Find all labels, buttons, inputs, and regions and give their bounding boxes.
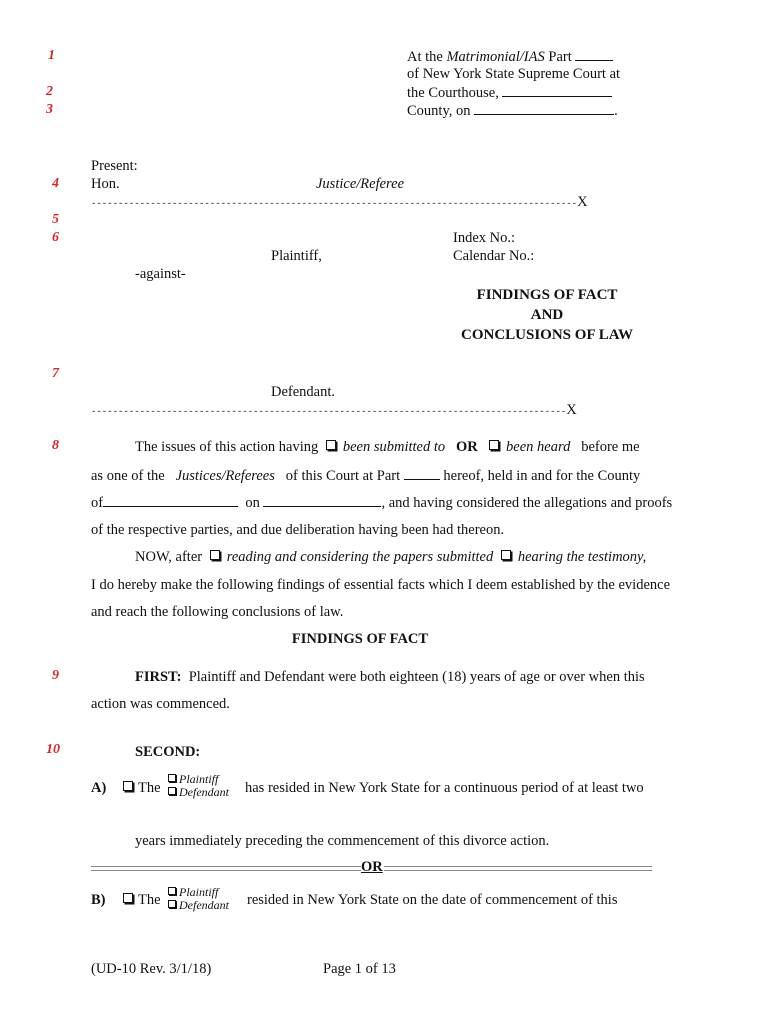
or-divider-label: OR — [361, 859, 383, 875]
divider-x-top: X — [577, 194, 588, 210]
dash-line-top: ------------------------------------------------------------------------------------------ — [91, 199, 578, 209]
body-line-1 — [135, 439, 640, 456]
first-finding — [135, 669, 645, 686]
party-defendant-label: Defendant — [179, 785, 229, 799]
caption-divider-top — [91, 194, 588, 211]
header-line-2: of New York State Supreme Court at — [407, 66, 621, 82]
line-number-9: 9 — [52, 668, 59, 683]
header-part-label: Part — [544, 49, 572, 65]
or-label: OR — [456, 439, 478, 455]
option-heard-label: been heard — [506, 439, 571, 455]
calendar-no-label: Calendar No.: — [453, 248, 535, 264]
option-a-text-cont: years immediately preceding the commencement of this divorce action. — [135, 833, 550, 849]
header-line-1 — [407, 48, 613, 66]
option-b-party-stack — [168, 886, 229, 912]
checkbox-a-plaintiff[interactable] — [168, 774, 176, 782]
hon-label: Hon. — [91, 176, 120, 192]
checkbox-b-plaintiff[interactable] — [168, 887, 176, 895]
body-text: The issues of this action having — [135, 439, 319, 455]
the-label: The — [138, 780, 161, 796]
option-a-label: A) — [91, 780, 107, 796]
body-text: on — [245, 495, 260, 511]
header-county: County, on — [407, 103, 471, 119]
part-number-blank[interactable] — [404, 467, 440, 480]
county-date-blank[interactable] — [474, 102, 614, 115]
header-line-4 — [407, 102, 618, 120]
body-text: before me — [581, 439, 640, 455]
body-line-4: of the respective parties, and due deliberation having been had thereon. — [91, 522, 505, 538]
against-label: -against- — [135, 266, 186, 282]
option-b-the — [119, 892, 161, 909]
checkbox-hearing-testimony[interactable] — [501, 550, 511, 560]
checkbox-option-b[interactable] — [123, 893, 133, 903]
body-line-2 — [91, 467, 640, 485]
line-number-1: 1 — [48, 48, 55, 63]
checkbox-b-defendant[interactable] — [168, 900, 176, 908]
caption-divider-bottom — [91, 402, 577, 419]
plaintiff-label: Plaintiff, — [271, 248, 322, 264]
body-text: of — [91, 495, 104, 511]
second-label: SECOND: — [135, 744, 201, 760]
body-text: NOW, after — [135, 549, 203, 565]
checkbox-option-a[interactable] — [123, 781, 133, 791]
line-number-8: 8 — [52, 438, 59, 453]
checkbox-heard[interactable] — [489, 440, 499, 450]
courthouse-blank[interactable] — [502, 84, 612, 97]
body-line-7: and reach the following conclusions of law. — [91, 604, 344, 620]
checkbox-reading-papers[interactable] — [210, 550, 220, 560]
option-submitted-label: been submitted to — [342, 439, 446, 455]
or-divider-left — [91, 866, 361, 871]
document-title-3: CONCLUSIONS OF LAW — [461, 327, 633, 343]
first-text: Plaintiff and Defendant were both eighteen (18) years of age or over when this — [188, 669, 645, 685]
checkbox-a-defendant[interactable] — [168, 787, 176, 795]
checkbox-submitted[interactable] — [326, 440, 336, 450]
present-label: Present: — [91, 158, 138, 174]
line-number-3: 3 — [46, 102, 53, 117]
option-testimony-label: hearing the testimony, — [517, 549, 647, 565]
option-a-text: has resided in New York State for a continuous period of at least two — [245, 780, 644, 796]
page-number: Page 1 of 13 — [323, 961, 396, 977]
line-number-6: 6 — [52, 230, 59, 245]
justice-referee-label: Justice/Referee — [316, 176, 405, 192]
body-line-6: I do hereby make the following findings of essential facts which I deem established by the evidence — [91, 577, 671, 593]
first-label: FIRST: — [135, 669, 182, 685]
body-text: hereof, held in and for the County — [443, 468, 641, 484]
option-a-the — [119, 780, 161, 797]
body-text: of this Court at Part — [285, 468, 401, 484]
county-blank[interactable] — [103, 494, 238, 507]
option-a-party-stack — [168, 773, 229, 799]
line-number-2: 2 — [46, 84, 53, 99]
the-label: The — [138, 892, 161, 908]
line-number-10: 10 — [46, 742, 60, 757]
body-line-5 — [135, 549, 646, 566]
role-label: Justices/Referees — [175, 468, 275, 484]
part-blank[interactable] — [575, 48, 613, 61]
document-title-2: AND — [530, 307, 564, 323]
divider-x-bottom: X — [566, 402, 577, 418]
or-divider-right — [384, 866, 652, 871]
line-number-5: 5 — [52, 212, 59, 227]
option-b-text: resided in New York State on the date of commencement of this — [247, 892, 618, 908]
option-reading-label: reading and considering the papers submitted — [226, 549, 494, 565]
header-at-the: At the — [407, 49, 447, 65]
option-b-label: B) — [91, 892, 106, 908]
form-id: (UD-10 Rev. 3/1/18) — [91, 961, 212, 977]
index-no-label: Index No.: — [453, 230, 516, 246]
header-period: . — [614, 103, 618, 119]
body-line-3 — [91, 494, 672, 512]
body-text: as one of the — [91, 468, 165, 484]
line-number-4: 4 — [52, 176, 59, 191]
defendant-label: Defendant. — [271, 384, 336, 400]
header-line-3 — [407, 84, 612, 102]
header-courthouse: the Courthouse, — [407, 85, 499, 101]
findings-heading: FINDINGS OF FACT — [291, 631, 429, 647]
first-finding-cont: action was commenced. — [91, 696, 230, 712]
dash-line-bottom: ---------------------------------------------------------------------------------------- — [91, 407, 567, 417]
date-blank[interactable] — [263, 494, 381, 507]
party-defendant-label: Defendant — [179, 898, 229, 912]
document-title-1: FINDINGS OF FACT — [476, 287, 618, 303]
header-part-name: Matrimonial/IAS — [446, 49, 545, 65]
party-plaintiff-label: Plaintiff — [179, 885, 219, 899]
body-text: , and having considered the allegations and proofs — [381, 495, 673, 511]
party-plaintiff-label: Plaintiff — [179, 772, 219, 786]
line-number-7: 7 — [52, 366, 59, 381]
